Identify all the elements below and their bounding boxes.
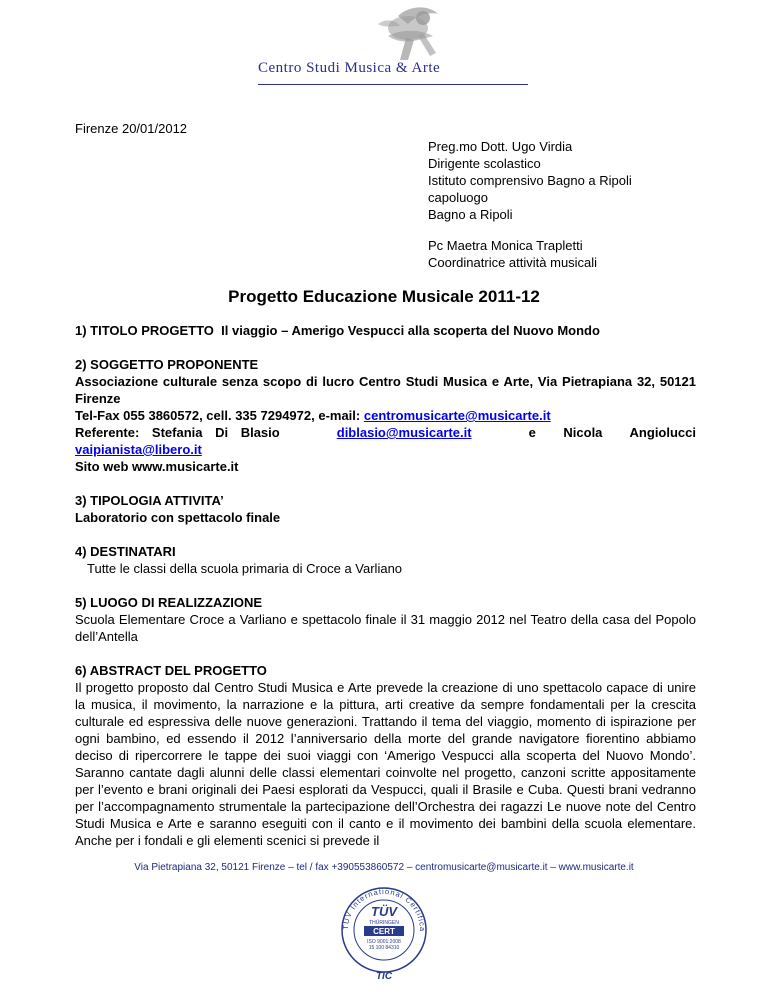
abstract-paragraph: Il progetto proposto dal Centro Studi Musica e Arte prevede la creazione di uno spettacolo capace di unire la musica, il movimento, la narrazione e la pittura, arti creative da sempre fondamentali per la crescita culturale ed espressiva delle nuove generazioni. Trattando il tema del viaggio, momento di ispirazione per ogni bambino, ed essendo il 2012 l’anniversario della morte del grande navigatore fiorentino abbiamo deciso di ripercorrere le tappe dei suoi viaggi con ‘Amerigo Vespucci alla scoperta del Nuovo Mondo’. Saranno cantate dagli alunni delle classi elementari coinvolte nel progetto, canzoni scritte appositamente per l’evento e brani originali dei Paesi esplorati da Vespucci, quali il Brasile e Cuba. Questi brani vedranno per l’accompagnamento strumentale la partecipazione dell’Orchestra dei ragazzi Le nuove note del Centro Studi Musica e Arte e saranno eseguiti con il canto e il movimento dei bambini della scuola elementare. Anche per i fondali e gli elementi scenici si prevede il — [75, 680, 696, 848]
soggetto-website: Sito web www.musicarte.it — [75, 459, 239, 474]
section-abstract-heading: 6) ABSTRACT DEL PROGETTO — [75, 663, 267, 678]
soggetto-email-row — [75, 441, 696, 458]
soggetto-address: Associazione culturale senza scopo di lucro Centro Studi Musica e Arte, Via Pietrapiana 32, 50121 Firenze — [75, 374, 696, 406]
cert-label: CERT — [373, 927, 395, 936]
section-tipologia-heading: 3) TIPOLOGIA ATTIVITA’ — [75, 493, 224, 508]
cc-line: Coordinatrice attività musicali — [428, 255, 598, 270]
tuv-cert-seal-icon — [334, 878, 434, 982]
section-titolo-label: 1) TITOLO PROGETTO — [75, 323, 214, 338]
cert-brand: TÜV — [371, 904, 397, 919]
section-destinatari-heading: 4) DESTINATARI — [75, 544, 176, 559]
recipient-line: capoluogo — [428, 190, 488, 205]
soggetto-referente — [75, 424, 696, 441]
cert-ring-text: TÜV International Certifica — [340, 886, 428, 933]
section-tipologia-value: Laboratorio con spettacolo finale — [75, 510, 281, 525]
cert-sub: THÜRINGEN — [369, 920, 399, 926]
recipient-line: Istituto comprensivo Bagno a Ripoli — [428, 173, 632, 188]
email-link-diblasio[interactable]: diblasio@musicarte.it — [336, 425, 472, 440]
document-body — [75, 322, 696, 866]
letterhead-logo — [258, 6, 538, 100]
logo-emblem-icon — [258, 6, 538, 66]
cert-iso: ISO 9001:2008 — [367, 939, 401, 945]
page-footer: Via Pietrapiana 32, 50121 Firenze – tel / fax +390553860572 – centromusicarte@musicarte.it – www.musicarte.it — [134, 862, 634, 873]
cert-iso-number: 15 100 84310 — [368, 945, 400, 951]
document-title: Progetto Educazione Musicale 2011-12 — [228, 287, 540, 306]
cc-block — [428, 237, 597, 271]
section-abstract — [75, 662, 696, 849]
section-titolo — [75, 322, 696, 339]
certification-badge — [334, 878, 434, 982]
email-link-vaipianista[interactable]: vaipianista@libero.it — [75, 442, 202, 457]
cc-line: Pc Maetra Monica Trapletti — [428, 238, 583, 253]
referente-label: Referente: Stefania Di Blasio — [75, 425, 280, 440]
section-soggetto-heading: 2) SOGGETTO PROPONENTE — [75, 357, 259, 372]
letter-date: Firenze 20/01/2012 — [75, 121, 188, 136]
section-destinatari — [75, 543, 696, 577]
logo-text: Centro Studi Musica & Arte — [258, 60, 441, 76]
email-link-centromusicarte[interactable]: centromusicarte@musicarte.it — [363, 408, 551, 423]
section-luogo — [75, 594, 696, 645]
recipient-line: Preg.mo Dott. Ugo Virdia — [428, 139, 573, 154]
recipient-block — [428, 138, 632, 223]
section-luogo-value: Scuola Elementare Croce a Varliano e spettacolo finale il 31 maggio 2012 nel Teatro della casa del Popolo dell’Antella — [75, 612, 696, 644]
recipient-line: Bagno a Ripoli — [428, 207, 513, 222]
cert-bottom: TIC — [375, 971, 393, 982]
soggetto-phone: Tel-Fax 055 3860572, cell. 335 7294972, e-mail: — [75, 408, 361, 423]
section-destinatari-value: Tutte le classi della scuola primaria di Croce a Varliano — [87, 561, 403, 576]
section-tipologia — [75, 492, 696, 526]
section-titolo-value: Il viaggio – Amerigo Vespucci alla scoperta del Nuovo Mondo — [221, 323, 600, 338]
referente-second: e Nicola Angiolucci — [528, 425, 696, 440]
recipient-line: Dirigente scolastico — [428, 156, 541, 171]
section-soggetto — [75, 356, 696, 475]
soggetto-contacts — [75, 407, 696, 424]
section-luogo-heading: 5) LUOGO DI REALIZZAZIONE — [75, 595, 263, 610]
logo-divider — [258, 84, 528, 85]
